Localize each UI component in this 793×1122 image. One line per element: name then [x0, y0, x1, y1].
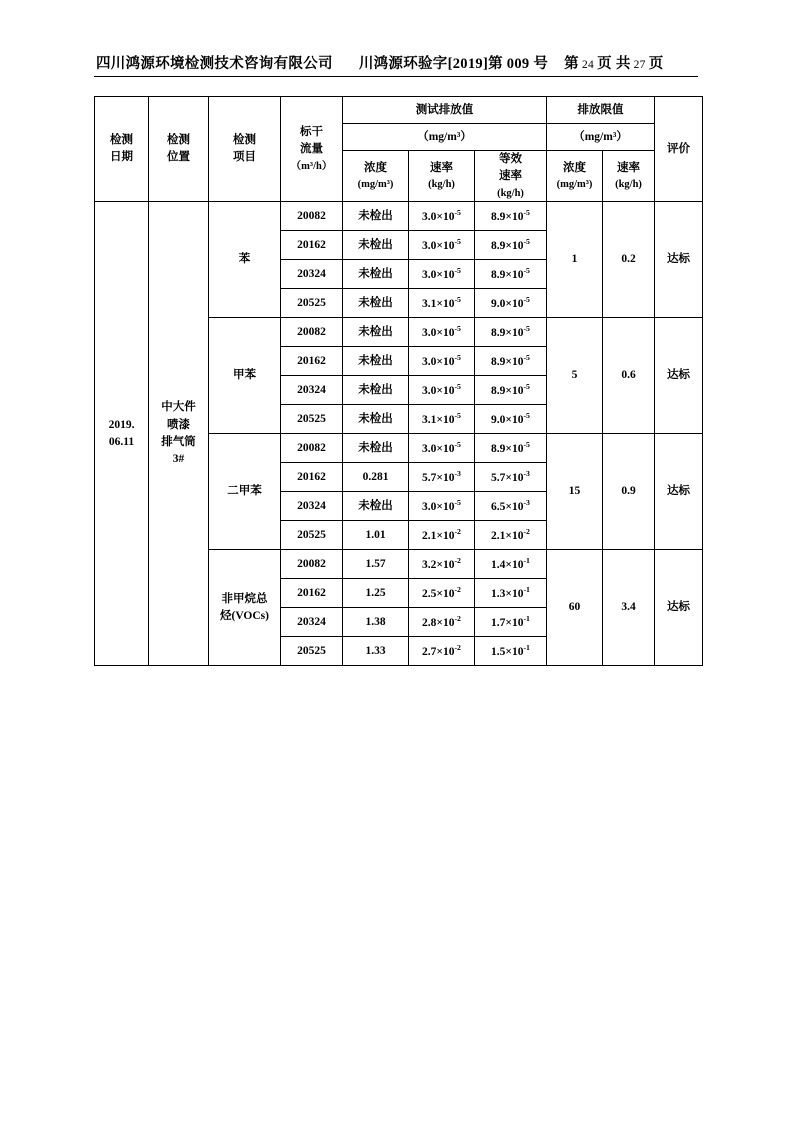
cell-conc: 未检出	[343, 492, 409, 521]
cell-flow: 20324	[281, 492, 343, 521]
header-limit-group: 排放限值	[547, 97, 655, 124]
header-date: 检测 日期	[95, 97, 149, 202]
cell-eff-rate: $9.0\times 10^{-5}$	[475, 289, 547, 318]
cell-limit-rate: 0.2	[603, 202, 655, 318]
cell-flow: 20324	[281, 260, 343, 289]
cell-rate: $3.0\times 10^{-5}$	[409, 231, 475, 260]
cell-conc: 1.57	[343, 550, 409, 579]
cell-date: 2019. 06.11	[95, 202, 149, 666]
cell-rate: $3.0\times 10^{-5}$	[409, 492, 475, 521]
header-rule	[94, 76, 698, 77]
cell-eff-rate: $5.7\times 10^{-3}$	[475, 463, 547, 492]
cell-rate: $2.8\times 10^{-2}$	[409, 608, 475, 637]
report-number: 川鸿源环验字[2019]第 009 号	[358, 56, 549, 72]
cell-rate: $3.0\times 10^{-5}$	[409, 347, 475, 376]
cell-rate: $2.5\times 10^{-2}$	[409, 579, 475, 608]
cell-item: 二甲苯	[209, 434, 281, 550]
cell-conc: 1.38	[343, 608, 409, 637]
header-measured-rate: 速率 (kg/h)	[409, 151, 475, 202]
cell-eff-rate: $8.9\times 10^{-5}$	[475, 376, 547, 405]
cell-rate: $5.7\times 10^{-3}$	[409, 463, 475, 492]
header-limit-conc: 浓度 (mg/m³)	[547, 151, 603, 202]
cell-rate: $3.0\times 10^{-5}$	[409, 260, 475, 289]
table-row	[95, 202, 703, 231]
page-total: 27	[633, 59, 646, 71]
cell-eff-rate: $1.3\times 10^{-1}$	[475, 579, 547, 608]
cell-rate: $3.0\times 10^{-5}$	[409, 202, 475, 231]
cell-evaluation: 达标	[655, 550, 703, 666]
cell-conc: 未检出	[343, 376, 409, 405]
cell-conc: 未检出	[343, 318, 409, 347]
company-name: 四川鸿源环境检测技术咨询有限公司	[96, 56, 333, 72]
cell-conc: 未检出	[343, 202, 409, 231]
cell-conc: 1.25	[343, 579, 409, 608]
cell-eff-rate: $8.9\times 10^{-5}$	[475, 318, 547, 347]
cell-conc: 未检出	[343, 434, 409, 463]
cell-rate: $3.0\times 10^{-5}$	[409, 376, 475, 405]
cell-eff-rate: $8.9\times 10^{-5}$	[475, 260, 547, 289]
table-body	[95, 202, 703, 666]
page-current: 24	[581, 59, 595, 71]
cell-flow: 20324	[281, 376, 343, 405]
header-position: 检测 位置	[149, 97, 209, 202]
cell-rate: $3.1\times 10^{-5}$	[409, 289, 475, 318]
cell-eff-rate: $9.0\times 10^{-5}$	[475, 405, 547, 434]
cell-flow: 20082	[281, 318, 343, 347]
cell-conc: 未检出	[343, 347, 409, 376]
cell-limit-conc: 60	[547, 550, 603, 666]
cell-conc: 1.01	[343, 521, 409, 550]
cell-limit-rate: 0.6	[603, 318, 655, 434]
cell-conc: 未检出	[343, 289, 409, 318]
cell-conc: 1.33	[343, 637, 409, 666]
cell-eff-rate: $1.7\times 10^{-1}$	[475, 608, 547, 637]
emission-data-table	[94, 96, 703, 666]
header-measured-conc: 浓度 (mg/m³)	[343, 151, 409, 202]
header-limit-unit: （mg/m³）	[547, 124, 655, 151]
header-limit-rate: 速率 (kg/h)	[603, 151, 655, 202]
cell-eff-rate: $1.5\times 10^{-1}$	[475, 637, 547, 666]
header-item: 检测 项目	[209, 97, 281, 202]
cell-conc: 未检出	[343, 405, 409, 434]
cell-evaluation: 达标	[655, 318, 703, 434]
cell-limit-conc: 1	[547, 202, 603, 318]
cell-flow: 20525	[281, 289, 343, 318]
cell-position: 中大件 喷漆 排气筒 3#	[149, 202, 209, 666]
cell-evaluation: 达标	[655, 202, 703, 318]
cell-limit-conc: 15	[547, 434, 603, 550]
cell-flow: 20082	[281, 550, 343, 579]
cell-conc: 未检出	[343, 231, 409, 260]
cell-rate: $3.0\times 10^{-5}$	[409, 434, 475, 463]
cell-item: 苯	[209, 202, 281, 318]
cell-eff-rate: $8.9\times 10^{-5}$	[475, 231, 547, 260]
page-number: 第 24 页 共 27 页	[564, 56, 664, 72]
cell-limit-rate: 0.9	[603, 434, 655, 550]
cell-flow: 20162	[281, 231, 343, 260]
cell-eff-rate: $6.5\times 10^{-3}$	[475, 492, 547, 521]
cell-rate: $2.7\times 10^{-2}$	[409, 637, 475, 666]
cell-flow: 20324	[281, 608, 343, 637]
header-measured-group: 测试排放值	[343, 97, 547, 124]
cell-rate: $3.0\times 10^{-5}$	[409, 318, 475, 347]
cell-rate: $3.2\times 10^{-2}$	[409, 550, 475, 579]
cell-eff-rate: $8.9\times 10^{-5}$	[475, 347, 547, 376]
cell-conc: 未检出	[343, 260, 409, 289]
cell-flow: 20082	[281, 202, 343, 231]
cell-rate: $3.1\times 10^{-5}$	[409, 405, 475, 434]
cell-eff-rate: $2.1\times 10^{-2}$	[475, 521, 547, 550]
cell-flow: 20162	[281, 463, 343, 492]
cell-flow: 20162	[281, 347, 343, 376]
cell-limit-conc: 5	[547, 318, 603, 434]
cell-eff-rate: $8.9\times 10^{-5}$	[475, 434, 547, 463]
header-evaluation: 评价	[655, 97, 703, 202]
cell-flow: 20082	[281, 434, 343, 463]
cell-item: 非甲烷总 烃(VOCs)	[209, 550, 281, 666]
cell-flow: 20525	[281, 637, 343, 666]
cell-evaluation: 达标	[655, 434, 703, 550]
cell-eff-rate: $8.9\times 10^{-5}$	[475, 202, 547, 231]
header-flow: 标干 流量 （m³/h）	[281, 97, 343, 202]
cell-rate: $2.1\times 10^{-2}$	[409, 521, 475, 550]
cell-limit-rate: 3.4	[603, 550, 655, 666]
header-effective-rate: 等效 速率 (kg/h)	[475, 151, 547, 202]
cell-conc: 0.281	[343, 463, 409, 492]
cell-flow: 20525	[281, 521, 343, 550]
table-header-row-1	[95, 97, 703, 124]
cell-eff-rate: $1.4\times 10^{-1}$	[475, 550, 547, 579]
page-header	[96, 52, 696, 73]
header-measured-unit: （mg/m³）	[343, 124, 547, 151]
cell-item: 甲苯	[209, 318, 281, 434]
cell-flow: 20162	[281, 579, 343, 608]
cell-flow: 20525	[281, 405, 343, 434]
